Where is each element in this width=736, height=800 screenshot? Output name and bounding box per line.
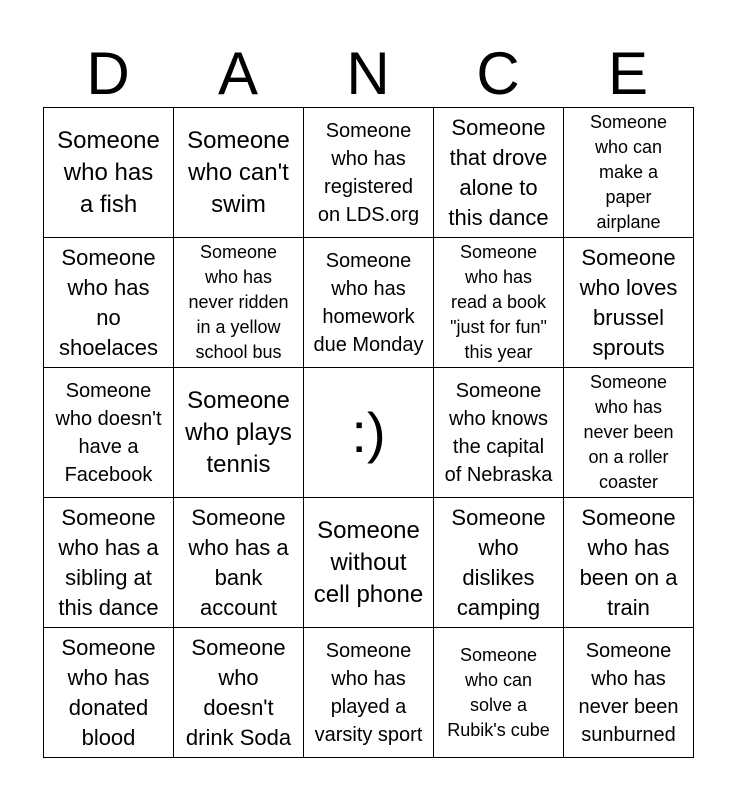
bingo-square[interactable]: Someone who has never been on a roller coaster <box>564 368 694 498</box>
bingo-square[interactable]: Someone who has a fish <box>44 108 174 238</box>
bingo-square[interactable]: Someone who has donated blood <box>44 628 174 758</box>
bingo-square[interactable]: Someone who has registered on LDS.org <box>304 108 434 238</box>
bingo-square[interactable]: Someone who has been on a train <box>564 498 694 628</box>
bingo-square[interactable]: Someone who doesn't have a Facebook <box>44 368 174 498</box>
bingo-square[interactable]: Someone who has read a book "just for fun" this year <box>434 238 564 368</box>
bingo-board <box>43 107 694 758</box>
bingo-square[interactable]: Someone who can solve a Rubik's cube <box>434 628 564 758</box>
bingo-header <box>43 40 693 108</box>
bingo-square[interactable]: Someone who has a sibling at this dance <box>44 498 174 628</box>
bingo-square[interactable]: Someone who knows the capital of Nebraska <box>434 368 564 498</box>
bingo-square[interactable]: Someone who has a bank account <box>174 498 304 628</box>
bingo-square[interactable]: Someone who can make a paper airplane <box>564 108 694 238</box>
bingo-square[interactable]: Someone who has homework due Monday <box>304 238 434 368</box>
bingo-square[interactable]: Someone who has never ridden in a yellow school bus <box>174 238 304 368</box>
bingo-square[interactable]: Someone who has played a varsity sport <box>304 628 434 758</box>
board-row <box>44 108 694 238</box>
board-row <box>44 498 694 628</box>
header-letter-n: N <box>346 40 390 107</box>
bingo-square[interactable]: Someone who dislikes camping <box>434 498 564 628</box>
header-letter-e: E <box>607 40 649 107</box>
free-space[interactable]: :) <box>304 368 434 498</box>
board-row <box>44 238 694 368</box>
header-letter-c: C <box>476 40 520 107</box>
bingo-square[interactable]: Someone who doesn't drink Soda <box>174 628 304 758</box>
bingo-square[interactable]: Someone that drove alone to this dance <box>434 108 564 238</box>
bingo-square[interactable]: Someone who has no shoelaces <box>44 238 174 368</box>
bingo-square[interactable]: Someone without cell phone <box>304 498 434 628</box>
bingo-square[interactable]: Someone who has never been sunburned <box>564 628 694 758</box>
board-row <box>44 628 694 758</box>
bingo-square[interactable]: Someone who can't swim <box>174 108 304 238</box>
header-letter-d: D <box>86 40 130 107</box>
header-letter-a: A <box>217 40 259 107</box>
bingo-square[interactable]: Someone who plays tennis <box>174 368 304 498</box>
board-row <box>44 368 694 498</box>
bingo-square[interactable]: Someone who loves brussel sprouts <box>564 238 694 368</box>
